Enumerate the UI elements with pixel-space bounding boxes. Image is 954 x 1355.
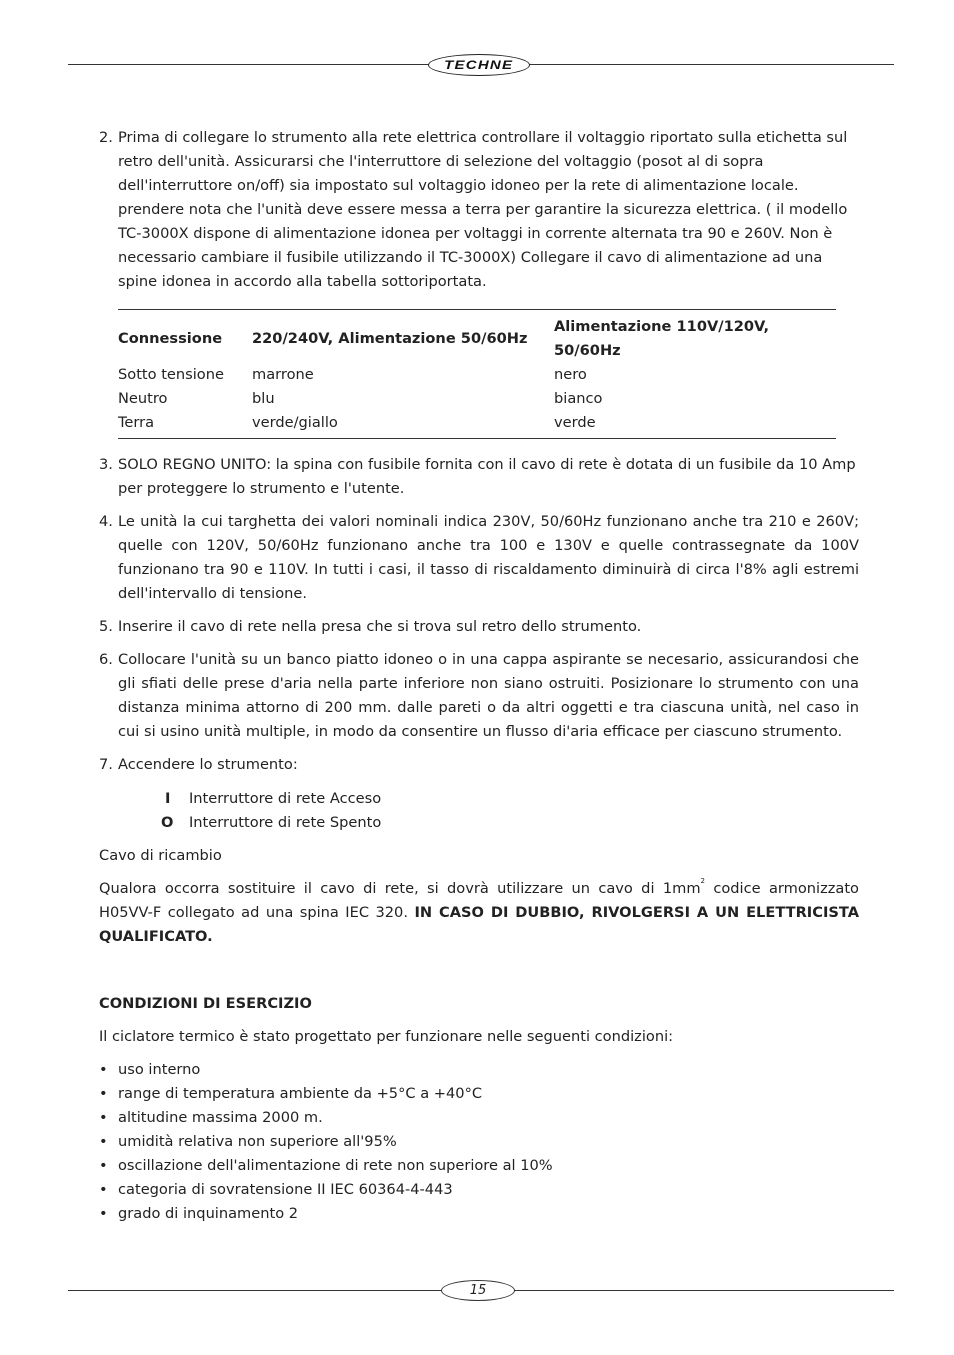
switch-legend: [161, 787, 859, 835]
list-item-7: [99, 753, 859, 777]
item-text: SOLO REGNO UNITO: la spina con fusibile fornita con il cavo di rete è dotata di un fusibile da 10 Amp per proteggere lo strumento e l'utente.: [118, 456, 856, 497]
condition-text: range di temperatura ambiente da +5°C a +40°C: [118, 1085, 483, 1102]
condition-text: oscillazione dell'alimentazione di rete non superiore al 10%: [118, 1157, 553, 1174]
cable-text-cont: codice armonizzato H05VV-F collegato ad una spina IEC 320.: [99, 880, 859, 921]
switch-on-symbol: I: [165, 790, 171, 807]
item-number: 6.: [99, 651, 113, 668]
switch-row: [161, 787, 859, 811]
bullet-icon: •: [99, 1061, 108, 1078]
item-number: 7.: [99, 756, 113, 773]
item-text: Le unità la cui targhetta dei valori nominali indica 230V, 50/60Hz funzionano anche tra 210 e 260V; quelle con 120V, 50/60Hz funzionano anche tra 100 e 130V e quelle contrassegnate da 100V funzionano tra 90 e 110V. In tutti i casi, il tasso di riscaldamento diminuirà di circa l'8% agli estremi dell'intervallo di tensione.: [118, 513, 859, 602]
page-number: 15: [441, 1280, 515, 1301]
table-row: [118, 363, 836, 387]
cable-text: Qualora occorra sostituire il cavo di rete, si dovrà utilizzare un cavo di 1mm: [99, 880, 701, 897]
condition-text: umidità relativa non superiore all'95%: [118, 1133, 397, 1150]
list-item-4: [99, 510, 859, 606]
logo-text: TECHNE: [444, 58, 514, 72]
list-item: [99, 1154, 859, 1178]
list-item-6: [99, 648, 859, 744]
table-row: [118, 387, 836, 411]
table-header: 220/240V, Alimentazione 50/60Hz: [252, 330, 528, 347]
table-cell: marrone: [252, 366, 314, 383]
table-header: Alimentazione 110V/120V, 50/60Hz: [554, 318, 770, 359]
table-cell: nero: [554, 366, 587, 383]
bullet-icon: •: [99, 1157, 108, 1174]
switch-off-symbol: O: [161, 814, 174, 831]
superscript: 2: [700, 877, 706, 885]
bullet-icon: •: [99, 1181, 108, 1198]
switch-label: Interruttore di rete Spento: [189, 814, 382, 831]
list-item: [99, 1106, 859, 1130]
item-text: Collocare l'unità su un banco piatto idoneo o in una cappa aspirante se necesario, assicurandosi che gli sfiati delle prese d'aria nella parte inferiore non siano ostruiti. Posizionare lo strumento con una distanza minima attorno di 200 mm. dalle pareti o da altri oggetti e tra ciascuna unità, nel caso in cui si usino unità multiple, in modo da consentire un flusso di'aria efficace per ciascuno strumento.: [118, 651, 859, 740]
item-number: 2.: [99, 129, 113, 146]
cable-paragraph: [99, 877, 859, 949]
list-item: [99, 1082, 859, 1106]
item-number: 4.: [99, 513, 113, 530]
cable-heading: Cavo di ricambio: [99, 847, 222, 864]
table-header-row: [118, 310, 836, 364]
table-cell: Neutro: [118, 390, 168, 407]
list-item-2: [99, 126, 859, 294]
item-text: Inserire il cavo di rete nella presa che si trova sul retro dello strumento.: [118, 618, 642, 635]
conditions-intro: Il ciclatore termico è stato progettato per funzionare nelle seguenti condizioni:: [99, 1028, 674, 1045]
list-item: [99, 1178, 859, 1202]
techne-logo: [428, 54, 530, 76]
list-item: [99, 1058, 859, 1082]
item-number: 5.: [99, 618, 113, 635]
page-content: [99, 126, 859, 1226]
item-number: 3.: [99, 456, 113, 473]
electrician-warning: IN CASO DI DUBBIO, RIVOLGERSI A UN ELETTRICISTA QUALIFICATO.: [99, 904, 859, 945]
table-cell: Sotto tensione: [118, 366, 224, 383]
table-cell: bianco: [554, 390, 603, 407]
list-item-3: [99, 453, 859, 501]
condition-text: categoria di sovratensione II IEC 60364-4-443: [118, 1181, 453, 1198]
bullet-icon: •: [99, 1133, 108, 1150]
table-cell: verde/giallo: [252, 414, 338, 431]
conditions-list: [99, 1058, 859, 1226]
condition-text: grado di inquinamento 2: [118, 1205, 299, 1222]
item-text: Accendere lo strumento:: [118, 756, 298, 773]
condition-text: altitudine massima 2000 m.: [118, 1109, 323, 1126]
list-item: [99, 1202, 859, 1226]
table-cell: blu: [252, 390, 275, 407]
list-item-5: [99, 615, 859, 639]
table-cell: verde: [554, 414, 596, 431]
connection-table: [118, 309, 836, 439]
bullet-icon: •: [99, 1085, 108, 1102]
switch-label: Interruttore di rete Acceso: [189, 790, 382, 807]
item-text: Prima di collegare lo strumento alla rete elettrica controllare il voltaggio riportato sulla etichetta sul retro dell'unità. Assicurarsi che l'interruttore di selezione del voltaggio (posot al di sopra dell'interruttore on/off) sia impostato sul voltaggio idoneo per la rete di alimentazione locale. prendere nota che l'unità deve essere messa a terra per garantire la sicurezza elettrica. ( il modello TC-3000X dispone di alimentazione idonea per voltaggi in corrente alternata tra 90 e 260V. Non è necessario cambiare il fusibile utilizzando il TC-3000X) Collegare il cavo di alimentazione ad una spine idonea in accordo alla tabella sottoriportata.: [118, 129, 848, 290]
bullet-icon: •: [99, 1109, 108, 1126]
table-row: [118, 411, 836, 439]
table-header: Connessione: [118, 330, 223, 347]
list-item: [99, 1130, 859, 1154]
section-title: CONDIZIONI DI ESERCIZIO: [99, 995, 312, 1012]
switch-row: [161, 811, 859, 835]
table-cell: Terra: [118, 414, 155, 431]
condition-text: uso interno: [118, 1061, 201, 1078]
bullet-icon: •: [99, 1205, 108, 1222]
